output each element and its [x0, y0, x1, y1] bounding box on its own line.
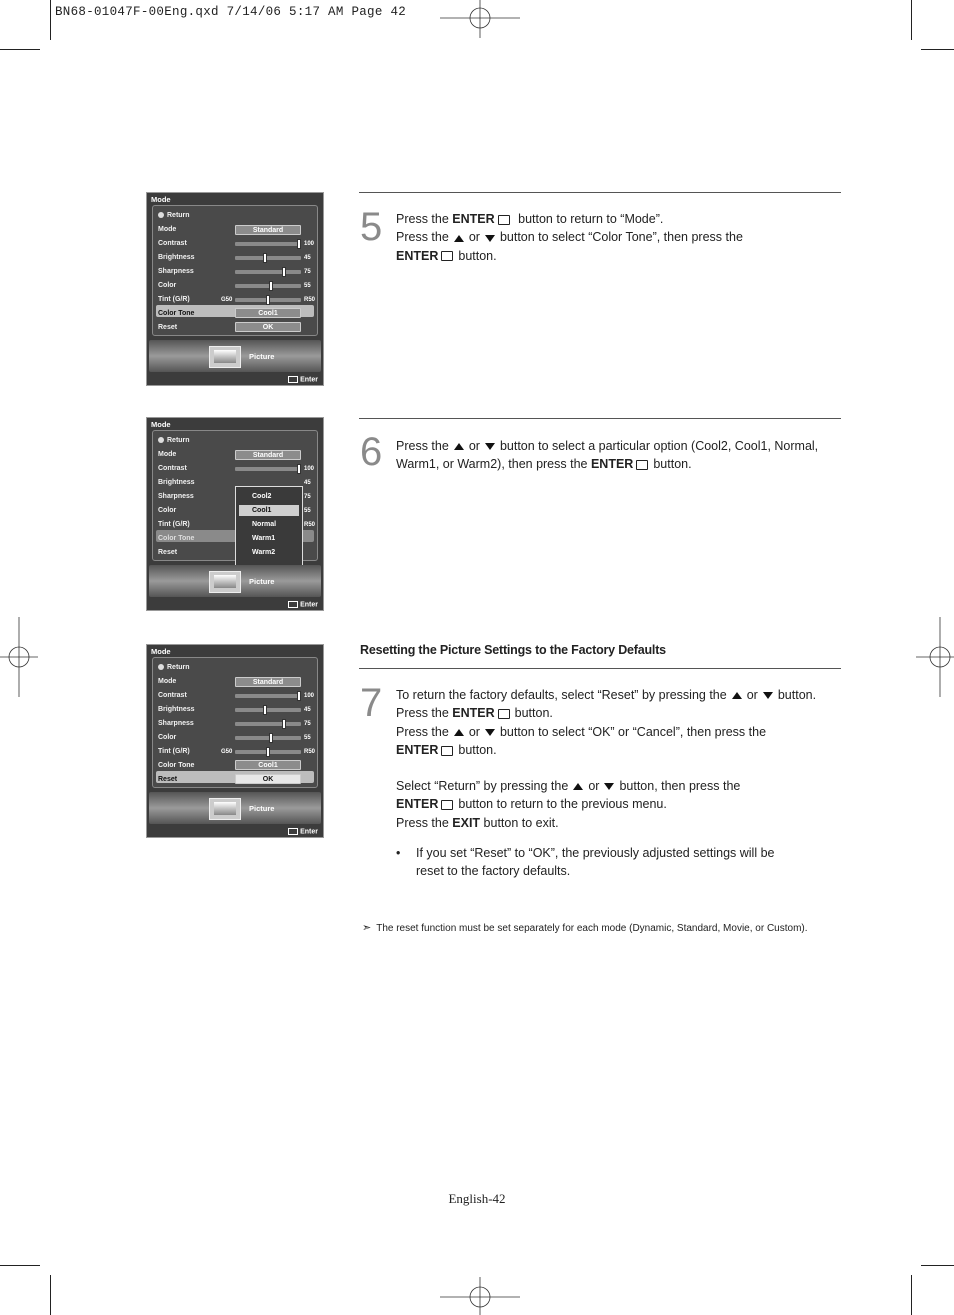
up-arrow-icon — [454, 729, 464, 736]
enter-hint: Enter — [288, 601, 318, 608]
color-value: 55 — [304, 508, 311, 514]
menu-panel — [152, 657, 318, 788]
tv-menu-color-tone-dropdown — [146, 417, 324, 611]
enter-hint: Enter — [288, 828, 318, 835]
brightness-value: 45 — [304, 707, 311, 713]
enter-icon — [636, 460, 648, 470]
section-divider — [359, 668, 841, 669]
crop-mark — [911, 1275, 912, 1315]
tint-slider[interactable] — [235, 298, 301, 302]
menu-panel — [152, 430, 318, 561]
contrast-value: 100 — [304, 241, 315, 247]
menu-item-sharpness[interactable]: Sharpness — [158, 268, 194, 275]
sharpness-slider[interactable] — [235, 722, 301, 726]
step-number: 7 — [360, 681, 383, 725]
menu-item-brightness[interactable]: Brightness — [158, 254, 195, 261]
color-tone-value: Cool1 — [235, 308, 301, 318]
slider-knob[interactable] — [263, 253, 267, 263]
text-line: Press the ENTER button. — [396, 706, 553, 721]
menu-item-color[interactable]: Color — [158, 507, 177, 514]
slider-knob[interactable] — [297, 239, 301, 249]
dropdown-option-warm2[interactable]: Warm2 — [252, 549, 276, 556]
registration-mark-icon — [914, 617, 954, 697]
step-number: 5 — [360, 205, 383, 249]
text-line: Press the ENTER button to return to “Mode”. — [396, 212, 664, 226]
footer-label: Picture — [249, 352, 275, 361]
slider-knob[interactable] — [269, 733, 273, 743]
text-line: Press the EXIT button to exit. — [396, 815, 559, 830]
sharpness-slider[interactable] — [235, 270, 301, 274]
menu-item-contrast[interactable]: Contrast — [158, 240, 187, 247]
down-arrow-icon — [604, 783, 614, 790]
footer-label: Picture — [249, 804, 275, 813]
dropdown-option-warm1[interactable]: Warm1 — [252, 535, 276, 542]
text-line: Warm1, or Warm2), then press the ENTER button. — [396, 457, 692, 472]
menu-item-contrast[interactable]: Contrast — [158, 465, 187, 472]
color-tone-dropdown[interactable] — [235, 486, 303, 568]
text-line: • If you set “Reset” to “OK”, the previously adjusted settings will be — [396, 844, 775, 862]
step-7-text — [396, 686, 816, 832]
menu-item-brightness[interactable]: Brightness — [158, 706, 195, 713]
menu-item-contrast[interactable]: Contrast — [158, 692, 187, 699]
arrow-pointer-icon: ➣ — [362, 922, 372, 934]
text-line: Select “Return” by pressing the or button, then press the — [396, 779, 741, 794]
dropdown-option-cool2[interactable]: Cool2 — [252, 493, 272, 500]
crop-mark — [50, 1275, 51, 1315]
brightness-value: 45 — [304, 480, 311, 486]
menu-item-color[interactable]: Color — [158, 734, 177, 741]
text-line: Press the or button to select a particular option (Cool2, Cool1, Normal, — [396, 439, 819, 453]
crop-mark — [921, 1265, 954, 1266]
contrast-slider[interactable] — [235, 467, 301, 471]
menu-item-return[interactable]: Return — [158, 664, 190, 671]
return-icon — [158, 437, 164, 443]
color-tone-value: Cool1 — [235, 760, 301, 770]
page-number: English-42 — [448, 1191, 506, 1206]
menu-item-mode[interactable]: Mode — [158, 451, 177, 458]
footer-label: Picture — [249, 577, 275, 586]
enter-icon — [288, 601, 298, 608]
slider-knob[interactable] — [297, 464, 301, 474]
up-arrow-icon — [573, 783, 583, 790]
menu-panel — [152, 205, 318, 336]
section-title: Resetting the Picture Settings to the Factory Defaults — [360, 643, 666, 657]
menu-item-tint[interactable]: Tint (G/R) — [158, 521, 190, 528]
text-line: reset to the factory defaults. — [416, 864, 571, 879]
menu-item-reset[interactable]: Reset — [158, 324, 178, 331]
brightness-slider[interactable] — [235, 708, 301, 712]
menu-footer — [149, 792, 321, 824]
picture-icon — [209, 798, 241, 820]
picture-icon — [209, 571, 241, 593]
enter-icon — [288, 376, 298, 383]
menu-item-mode[interactable]: Mode — [158, 226, 177, 233]
step-6-text — [396, 437, 818, 474]
color-slider[interactable] — [235, 284, 301, 288]
crop-mark — [50, 0, 51, 40]
slider-knob[interactable] — [266, 747, 270, 757]
enter-icon — [498, 215, 510, 225]
text-line: Press the or button to select “Color Tone”, then press the — [396, 230, 743, 245]
menu-item-reset[interactable]: Reset — [158, 549, 178, 556]
tv-menu-color-tone — [146, 192, 324, 386]
text-line: Press the or button to select “OK” or “Cancel”, then press the — [396, 724, 767, 739]
menu-footer — [149, 340, 321, 372]
menu-title: Mode — [151, 420, 171, 429]
tint-red-value: R50 — [304, 297, 316, 303]
down-arrow-icon — [485, 443, 495, 450]
registration-mark-icon — [0, 617, 40, 697]
step-number: 6 — [360, 430, 383, 474]
text-line: To return the factory defaults, select “Reset” by pressing the or button. — [396, 688, 817, 702]
tint-red-value: R50 — [304, 522, 316, 528]
up-arrow-icon — [454, 235, 464, 242]
step-5-text — [396, 210, 743, 265]
mode-value: Standard — [235, 677, 301, 687]
menu-item-sharpness[interactable]: Sharpness — [158, 493, 194, 500]
enter-icon — [288, 828, 298, 835]
menu-item-tint[interactable]: Tint (G/R) — [158, 748, 190, 755]
enter-hint: Enter — [288, 376, 318, 383]
dropdown-option-cool1[interactable]: Cool1 — [252, 507, 272, 514]
registration-mark-icon — [440, 1275, 520, 1315]
menu-item-return[interactable]: Return — [158, 212, 190, 219]
color-value: 55 — [304, 735, 311, 741]
menu-item-reset[interactable]: Reset — [158, 776, 178, 783]
tint-slider[interactable] — [235, 750, 301, 754]
spacer — [396, 759, 816, 777]
menu-item-brightness[interactable]: Brightness — [158, 479, 195, 486]
slider-knob[interactable] — [282, 267, 286, 277]
menu-title: Mode — [151, 647, 171, 656]
return-icon — [158, 212, 164, 218]
tv-menu-reset — [146, 644, 324, 838]
reset-value: OK — [235, 322, 301, 332]
file-header: BN68-01047F-00Eng.qxd 7/14/06 5:17 AM Page 42 — [55, 5, 407, 19]
menu-item-return[interactable]: Return — [158, 437, 190, 444]
menu-item-tint[interactable]: Tint (G/R) — [158, 296, 190, 303]
contrast-value: 100 — [304, 466, 315, 472]
crop-mark — [0, 49, 40, 50]
tint-red-value: R50 — [304, 749, 316, 755]
slider-knob[interactable] — [263, 705, 267, 715]
text-line: ENTER button. — [396, 742, 497, 757]
menu-item-mode[interactable]: Mode — [158, 678, 177, 685]
down-arrow-icon — [485, 729, 495, 736]
registration-mark-icon — [440, 0, 520, 40]
contrast-slider[interactable] — [235, 242, 301, 246]
enter-icon — [498, 709, 510, 719]
down-arrow-icon — [485, 235, 495, 242]
crop-mark — [921, 49, 954, 50]
reset-note: ➣ The reset function must be set separately for each mode (Dynamic, Standard, Movie, or Custom). — [362, 922, 808, 934]
text-line: ENTER button. — [396, 248, 497, 263]
menu-item-sharpness[interactable]: Sharpness — [158, 720, 194, 727]
bullet-icon: • — [396, 846, 401, 860]
section-divider — [359, 418, 841, 419]
menu-item-color-tone[interactable]: Color Tone — [158, 535, 195, 542]
slider-knob[interactable] — [269, 281, 273, 291]
enter-icon — [441, 251, 453, 261]
text-line: ENTER button to return to the previous menu. — [396, 797, 667, 812]
reset-value: OK — [235, 774, 301, 784]
brightness-value: 45 — [304, 255, 311, 261]
tint-green-value: G50 — [221, 749, 233, 755]
dropdown-option-normal[interactable]: Normal — [252, 521, 277, 528]
crop-mark — [911, 0, 912, 40]
return-icon — [158, 664, 164, 670]
tint-green-value: G50 — [221, 297, 233, 303]
sharpness-value: 75 — [304, 494, 311, 500]
sharpness-value: 75 — [304, 269, 311, 275]
menu-item-color-tone[interactable]: Color Tone — [158, 762, 195, 769]
color-value: 55 — [304, 283, 311, 289]
section-divider — [359, 192, 841, 193]
mode-value: Standard — [235, 450, 301, 460]
slider-knob[interactable] — [297, 691, 301, 701]
crop-mark — [0, 1265, 40, 1266]
menu-item-color-tone[interactable]: Color Tone — [158, 310, 195, 317]
mode-value: Standard — [235, 225, 301, 235]
contrast-value: 100 — [304, 693, 315, 699]
slider-knob[interactable] — [266, 295, 270, 305]
color-slider[interactable] — [235, 736, 301, 740]
slider-knob[interactable] — [282, 719, 286, 729]
menu-item-color[interactable]: Color — [158, 282, 177, 289]
up-arrow-icon — [732, 692, 742, 699]
brightness-slider[interactable] — [235, 256, 301, 260]
sharpness-value: 75 — [304, 721, 311, 727]
enter-icon — [441, 800, 453, 810]
menu-footer — [149, 565, 321, 597]
picture-icon — [209, 346, 241, 368]
menu-title: Mode — [151, 195, 171, 204]
up-arrow-icon — [454, 443, 464, 450]
down-arrow-icon — [763, 692, 773, 699]
contrast-slider[interactable] — [235, 694, 301, 698]
bullet-note — [396, 844, 775, 881]
enter-icon — [441, 746, 453, 756]
